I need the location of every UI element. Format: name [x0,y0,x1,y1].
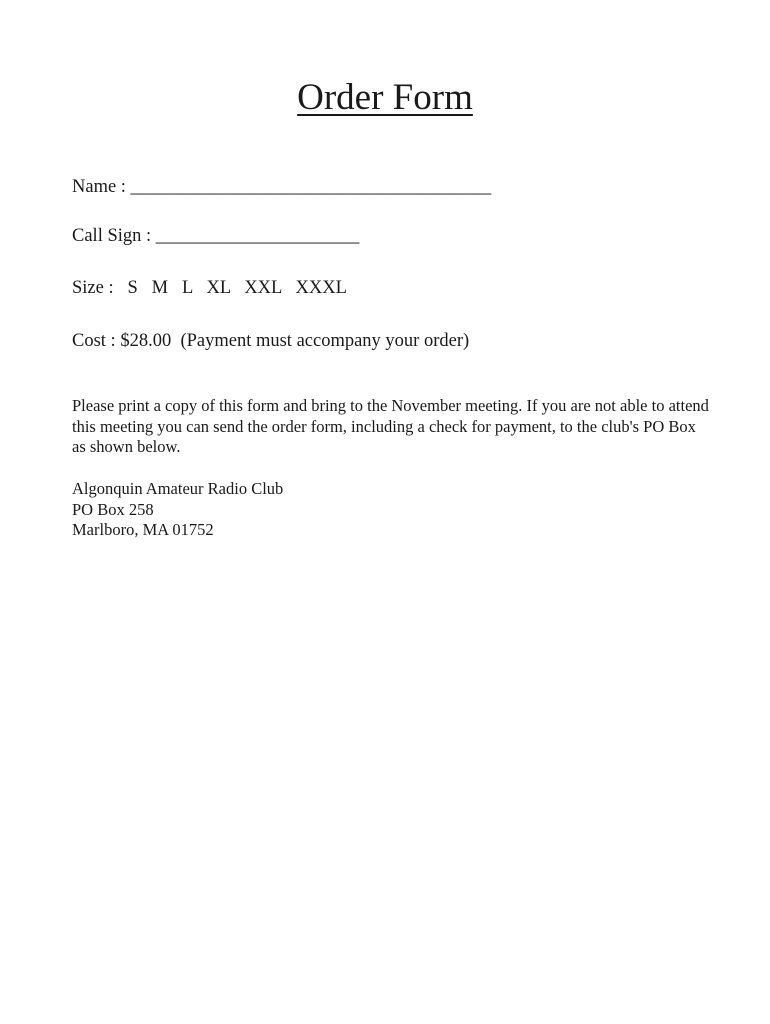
address-line-city: Marlboro, MA 01752 [72,520,214,539]
page-title: Order Form [297,77,473,118]
call-sign-field: Call Sign : ______________________ [72,226,360,246]
instructions-paragraph: Please print a copy of this form and bring to the November meeting. If you are not able to attend this meeting you can send the order form, including a check for payment, to the club's PO Box as shown below. [72,396,709,456]
cost-line: Cost : $28.00 (Payment must accompany your order) [72,331,470,351]
name-field: Name : _______________________________________ [72,177,492,197]
mailing-address [72,479,712,541]
address-line-club: Algonquin Amateur Radio Club [72,479,284,498]
address-line-po-box: PO Box 258 [72,499,154,519]
size-options: Size : S M L XL XXL XXXL [72,278,347,298]
